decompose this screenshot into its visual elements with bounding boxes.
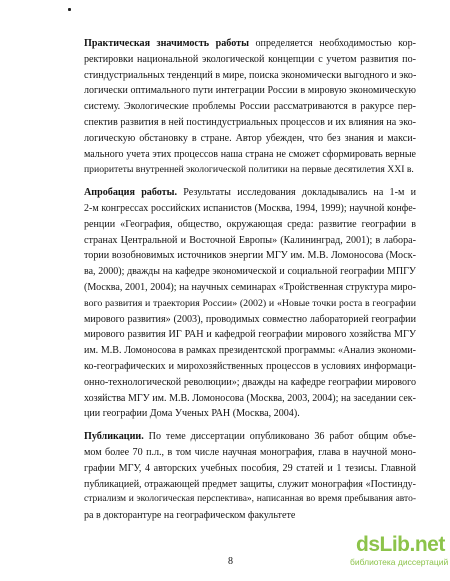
text-line: ректировки национальной экологической концепции с учетом развития по- [84, 53, 416, 65]
heading-approbation: Апробация работы. [84, 187, 178, 199]
text-line: публикацией, отражающей предмет защиты, служит монография «Постинду- [84, 478, 416, 490]
text-line: вого развития и траектория России» (2002) и «Новые точки роста в географии [84, 297, 416, 309]
text-line: хозяйства МГУ им. М.В. Ломоносова (Москва, 2003, 2004); на заседании сек- [84, 392, 416, 404]
text-line: мирового развития» (2003), проводимых совместно лабораторией географии [84, 313, 416, 325]
paragraph-approbation: Апробация работы. Результаты исследования докладывались на 1-м и 2-м конгрессах российских испанистов (Москва, 1994, 1999); научной конфе- ренции «География, общество, окружающая среда: развитие географии в странах Центральной и Восточной Европы» (Калининград, 2001); в лабора- тории возобновимых источников энергии МГУ им. М.В. Ломоносова (Моск- ва, 2000); дважды на кафедре экономической и социальной географии МПГУ (Москва, 2001, 2004); на научных семинарах «Тройственная структура миро- вого развития и траектория России» (2002) и «Новые точки роста в географии мирового развития» (2003), проводимых совместно лабораторией географии мирового развития ИГ РАН и кафедрой географии мирового хозяйства МГУ им. М.В. Ломоносова в рамках президентской программы: «Анализ экономи- ко-географических и мирохозяйственных процессов в условиях информаци- онно-технологической революции»; дважды на кафедре географии мирового хозяйства МГУ им. М.В. Ломоносова (Москва, 2003, 2004); на заседании сек- ции географии Дома Ученых РАН (Москва, 2004). [84, 185, 416, 422]
text-line: графии МГУ, 4 авторских учебных пособия, 29 статей и 1 тезисы. Главной [84, 462, 416, 474]
text-line: приоритеты внутренней экологической политики на первые десятилетия XXI в. [84, 164, 414, 176]
page-number: 8 [228, 556, 233, 567]
text-line: 2-м конгрессах российских испанистов (Москва, 1994, 1999); научной конфе- [84, 202, 416, 214]
text-line: (Москва, 2001, 2004); на научных семинарах «Тройственная структура миро- [84, 281, 416, 293]
text-line: логически оптимального пути интеграции России в мировую экономическую [84, 85, 416, 97]
text-line: тории возобновимых источников энергии МГУ им. М.В. Ломоносова (Моск- [84, 250, 416, 262]
text-line: стриализм и экологическая перспектива», написанная во время пребывания авто- [84, 494, 416, 505]
text-line: мирового развития ИГ РАН и кафедрой географии мирового хозяйства МГУ [84, 329, 416, 341]
text-line: ренции «География, общество, окружающая среда: развитие географии в [84, 218, 416, 230]
text-line: мом более 70 п.л., в том числе научная монография, глава в научной моно- [84, 446, 416, 458]
text-line: ра в докторантуре на географическом факультете [84, 510, 296, 522]
text-line: стиндустриальных тенденций в мире, поиска экономически выгодного и эко- [84, 69, 417, 81]
document-body [84, 36, 416, 524]
paragraph-publications: Публикации. По теме диссертации опубликовано 36 работ общим объе- мом более 70 п.л., в том числе научная монография, глава в научной моно- графии МГУ, 4 авторских учебных пособия, 29 статей и 1 тезисы. Главной публикацией, отражающей предмет защиты, служит монография «Постинду- стриализм и экологическая перспектива», написанная во время пребывания авто- ра в докторантуре на географическом факультете [84, 429, 416, 524]
text-line: ко-географических и мирохозяйственных процессов в условиях информаци- [84, 360, 416, 372]
watermark[interactable] [350, 533, 449, 578]
text-line: систему. Экологические проблемы России рассматриваются в ракурсе пер- [84, 101, 416, 113]
page-mark [68, 8, 71, 11]
watermark-logo[interactable]: dsLib.net [356, 533, 445, 556]
heading-publications: Публикации. [84, 431, 144, 443]
text-line: странах Центральной и Восточной Европы» (Калининград, 2001); в лабора- [84, 234, 416, 246]
heading-practical-significance: Практическая значимость работы [84, 38, 249, 49]
text-line: им. М.В. Ломоносова в рамках президентской программы: «Анализ экономи- [84, 345, 416, 357]
text-line: мального учета этих процессов наша страна не сможет сформировать верные [84, 148, 416, 160]
text-line: логическую обстановку в стране. Автор убежден, что без знания и макси- [84, 132, 416, 144]
text-line: онно-технологической революции»; дважды на кафедре географии мирового [84, 376, 416, 388]
text-line: ции географии Дома Ученых РАН (Москва, 2004). [84, 408, 300, 420]
watermark-subtitle: библиотека диссертаций [350, 557, 449, 567]
paragraph-practical-significance: Практическая значимость работы определяется необходимостью кор- ректировки национальной экологической концепции с учетом развития по- стиндустриальных тенденций в мире, поиска экономически выгодного и эко- логически оптимального пути интеграции России в мировую экономическую систему. Экологические проблемы России рассматриваются в ракурсе пер- спектив развития в ней постиндустриальных процессов и их влияния на эко- логическую обстановку в стране. Автор убежден, что без знания и макси- мального учета этих процессов наша страна не сможет сформировать верные приоритеты внутренней экологической политики на первые десятилетия XXI в. [84, 36, 416, 178]
text-line: спектив развития в ней постиндустриальных процессов и их влияния на эко- [84, 116, 416, 128]
text-line: ва, 2000); дважды на кафедре экономической и социальной географии МПГУ [84, 266, 416, 278]
